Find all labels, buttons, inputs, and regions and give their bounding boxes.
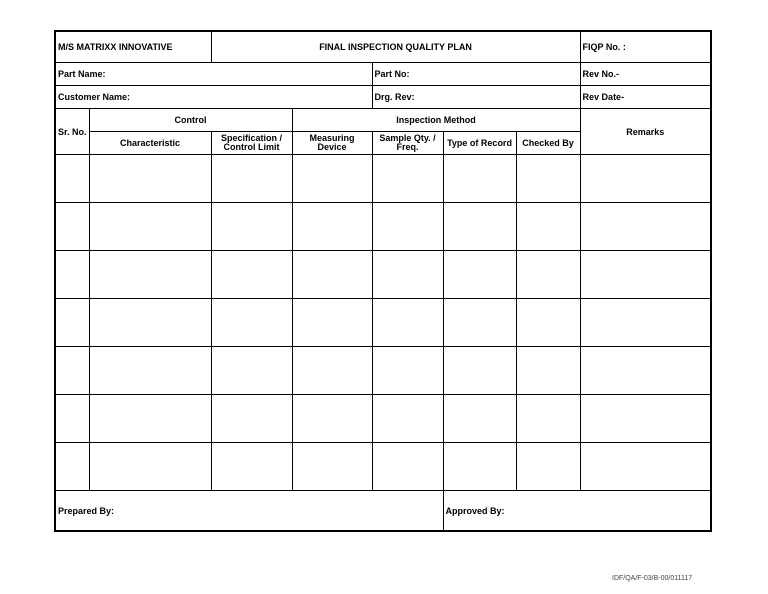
cell[interactable] (292, 155, 372, 203)
cell[interactable] (55, 347, 89, 395)
cell[interactable] (211, 395, 292, 443)
cell[interactable] (580, 395, 711, 443)
table-row (55, 443, 711, 491)
cell[interactable] (211, 251, 292, 299)
cell[interactable] (89, 395, 211, 443)
cell[interactable] (516, 299, 580, 347)
cell[interactable] (443, 203, 516, 251)
cell[interactable] (372, 347, 443, 395)
col-type-of-record: Type of Record (443, 132, 516, 155)
cell[interactable] (55, 443, 89, 491)
cell[interactable] (292, 347, 372, 395)
cell[interactable] (580, 443, 711, 491)
cell[interactable] (211, 155, 292, 203)
part-no-field[interactable]: Part No: (372, 63, 580, 86)
cell[interactable] (372, 155, 443, 203)
table-row (55, 347, 711, 395)
col-group-inspection-method: Inspection Method (292, 109, 580, 132)
drg-rev-field[interactable]: Drg. Rev: (372, 86, 580, 109)
cell[interactable] (516, 155, 580, 203)
cell[interactable] (55, 299, 89, 347)
col-sample-qty: Sample Qty. / Freq. (372, 132, 443, 155)
table-row (55, 203, 711, 251)
cell[interactable] (55, 251, 89, 299)
cell[interactable] (580, 299, 711, 347)
rev-date-field[interactable]: Rev Date- (580, 86, 711, 109)
cell[interactable] (89, 155, 211, 203)
cell[interactable] (89, 299, 211, 347)
cell[interactable] (211, 203, 292, 251)
fiqp-no-field[interactable]: FIQP No. : (580, 31, 711, 63)
cell[interactable] (292, 203, 372, 251)
table-row (55, 155, 711, 203)
cell[interactable] (372, 251, 443, 299)
col-group-control: Control (89, 109, 292, 132)
inspection-plan-form (54, 30, 712, 532)
col-checked-by: Checked By (516, 132, 580, 155)
cell[interactable] (89, 347, 211, 395)
table-row (55, 251, 711, 299)
approved-by-field[interactable]: Approved By: (443, 491, 711, 532)
cell[interactable] (211, 299, 292, 347)
cell[interactable] (580, 155, 711, 203)
rev-no-field[interactable]: Rev No.- (580, 63, 711, 86)
cell[interactable] (516, 347, 580, 395)
cell[interactable] (516, 203, 580, 251)
cell[interactable] (372, 203, 443, 251)
customer-name-field[interactable]: Customer Name: (55, 86, 372, 109)
cell[interactable] (292, 299, 372, 347)
cell[interactable] (89, 251, 211, 299)
col-remarks: Remarks (580, 109, 711, 155)
table-row (55, 299, 711, 347)
cell[interactable] (443, 347, 516, 395)
form-title: FINAL INSPECTION QUALITY PLAN (211, 31, 580, 63)
cell[interactable] (443, 395, 516, 443)
cell[interactable] (292, 443, 372, 491)
cell[interactable] (292, 251, 372, 299)
cell[interactable] (443, 251, 516, 299)
cell[interactable] (580, 203, 711, 251)
cell[interactable] (372, 395, 443, 443)
cell[interactable] (372, 299, 443, 347)
document-code: IDF/QA/F-03/B-00/011117 (612, 575, 693, 582)
table-row (55, 395, 711, 443)
cell[interactable] (443, 443, 516, 491)
col-measuring-device: Measuring Device (292, 132, 372, 155)
cell[interactable] (211, 443, 292, 491)
cell[interactable] (211, 347, 292, 395)
col-sr-no: Sr. No. (55, 109, 89, 155)
cell[interactable] (580, 347, 711, 395)
cell[interactable] (55, 203, 89, 251)
cell[interactable] (516, 251, 580, 299)
cell[interactable] (372, 443, 443, 491)
col-characteristic: Characteristic (89, 132, 211, 155)
cell[interactable] (443, 299, 516, 347)
cell[interactable] (443, 155, 516, 203)
prepared-by-field[interactable]: Prepared By: (55, 491, 443, 532)
part-name-field[interactable]: Part Name: (55, 63, 372, 86)
cell[interactable] (89, 203, 211, 251)
cell[interactable] (516, 395, 580, 443)
company-name: M/S MATRIXX INNOVATIVE (55, 31, 211, 63)
cell[interactable] (516, 443, 580, 491)
cell[interactable] (55, 155, 89, 203)
cell[interactable] (292, 395, 372, 443)
cell[interactable] (55, 395, 89, 443)
cell[interactable] (89, 443, 211, 491)
cell[interactable] (580, 251, 711, 299)
col-specification: Specification / Control Limit (211, 132, 292, 155)
